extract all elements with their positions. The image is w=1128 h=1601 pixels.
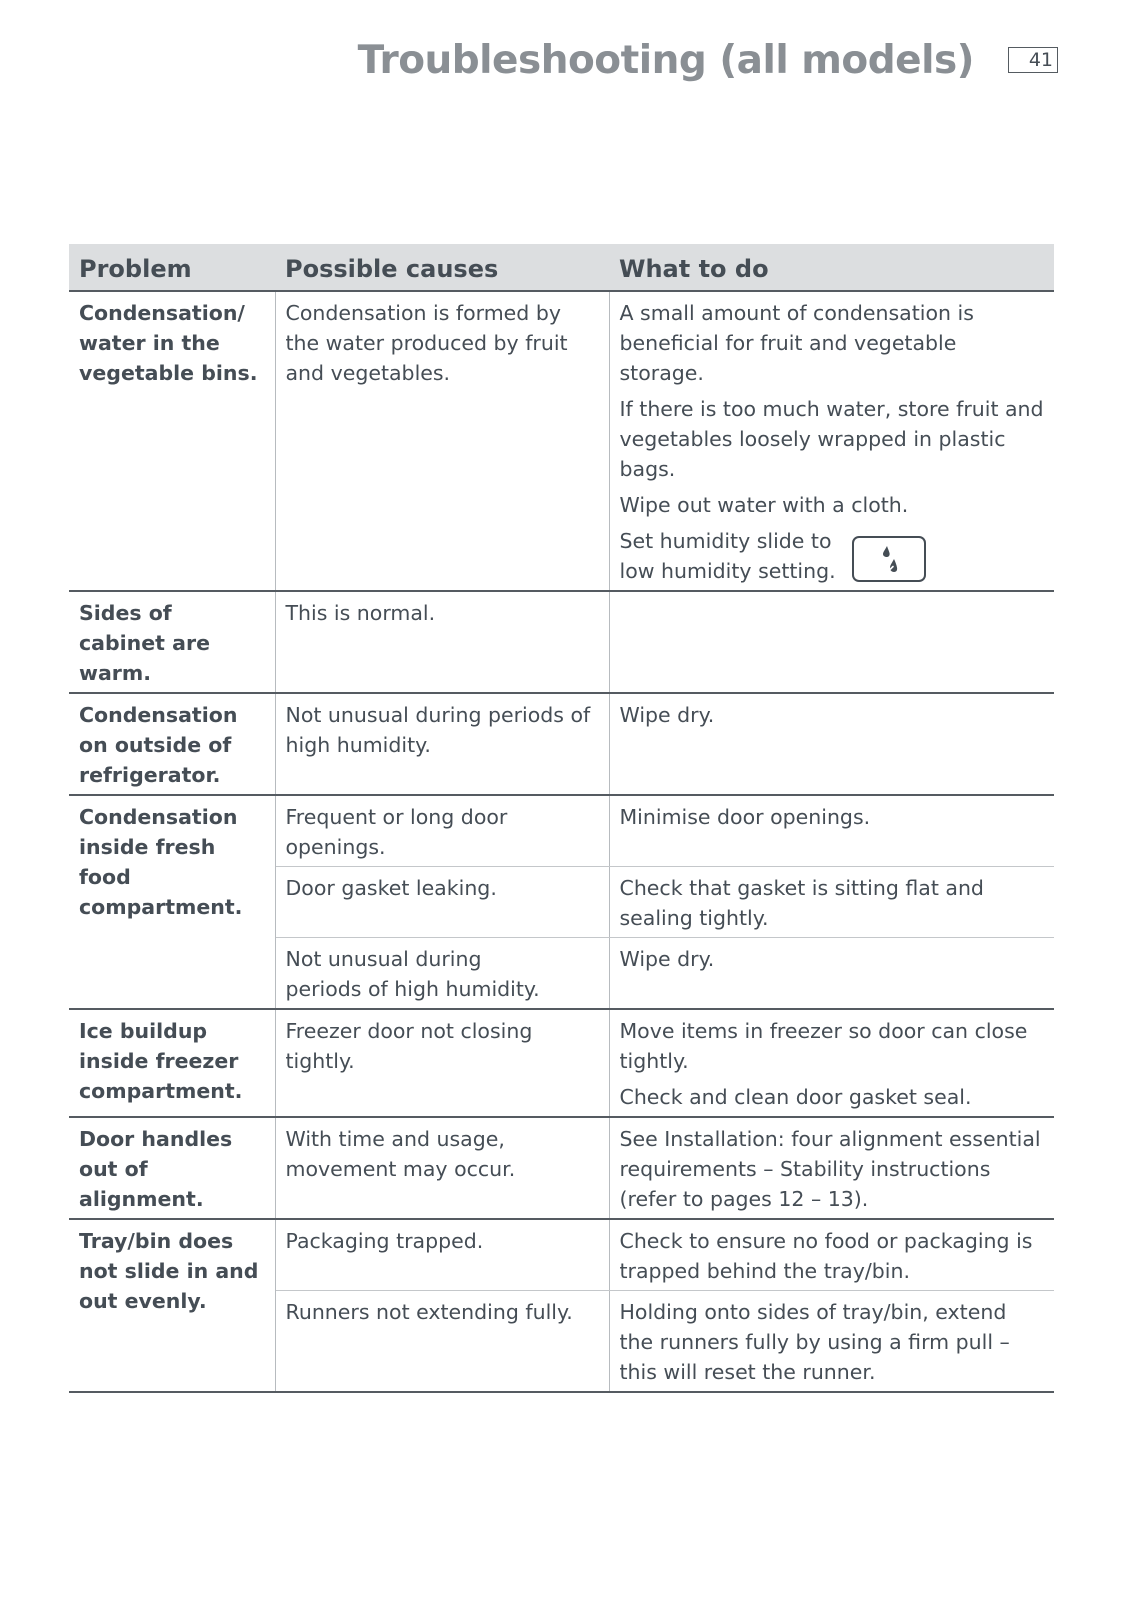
page-number: 41: [1008, 47, 1058, 73]
cause-cell: Runners not extending fully.: [275, 1291, 609, 1393]
cause-cell: Condensation is formed by the water produced by fruit and vegetables.: [275, 291, 609, 591]
todo-cell: See Installation: four alignment essential requirements – Stability instructions (refer to pages 12 – 13).: [609, 1117, 1054, 1219]
table-header-row: [69, 244, 1054, 291]
table-row: [69, 1117, 1054, 1219]
cause-cell: Not unusual during periods of high humidity.: [275, 693, 609, 795]
todo-cell: Check that gasket is sitting flat and sealing tightly.: [609, 867, 1054, 938]
cause-cell: With time and usage, movement may occur.: [275, 1117, 609, 1219]
page-title: Troubleshooting (all models): [357, 38, 974, 83]
todo-text: Move items in freezer so door can close tightly.: [619, 1019, 1028, 1073]
todo-cell: Holding onto sides of tray/bin, extend the runners fully by using a firm pull – this will reset the runner.: [609, 1291, 1054, 1393]
table-row: [69, 1009, 1054, 1117]
todo-text: Wipe out water with a cloth.: [619, 493, 909, 517]
todo-cell: [609, 291, 1054, 591]
todo-cell: [609, 591, 1054, 693]
todo-text: A small amount of condensation is beneficial for fruit and vegetable storage.: [619, 301, 974, 385]
problem-cell: Tray/bin does not slide in and out evenly.: [69, 1219, 275, 1392]
todo-text: Check and clean door gasket seal.: [619, 1085, 972, 1109]
table-row: [69, 795, 1054, 867]
problem-cell: Condensation inside fresh food compartment.: [69, 795, 275, 1009]
column-header-what-to-do: What to do: [609, 244, 1054, 291]
table-row: [69, 291, 1054, 591]
cause-cell: Not unusual during periods of high humidity.: [275, 938, 609, 1010]
todo-cell: Wipe dry.: [609, 693, 1054, 795]
table-row: [69, 1219, 1054, 1291]
todo-text: If there is too much water, store fruit and vegetables loosely wrapped in plastic bags.: [619, 397, 1044, 481]
table-row: [69, 591, 1054, 693]
problem-cell: Condensation/ water in the vegetable bins.: [69, 291, 275, 591]
troubleshooting-table: [69, 244, 1054, 1393]
todo-cell: [609, 1009, 1054, 1117]
low-humidity-icon: [852, 536, 926, 582]
todo-cell: Wipe dry.: [609, 938, 1054, 1010]
problem-cell: Ice buildup inside freezer compartment.: [69, 1009, 275, 1117]
cause-cell: Packaging trapped.: [275, 1219, 609, 1291]
cause-cell: This is normal.: [275, 591, 609, 693]
column-header-problem: Problem: [69, 244, 275, 291]
humidity-instruction: [620, 526, 1045, 586]
problem-cell: Door handles out of alignment.: [69, 1117, 275, 1219]
cause-cell: Frequent or long door openings.: [275, 795, 609, 867]
todo-text: Set humidity slide to low humidity setting.: [619, 529, 836, 583]
cause-cell: Door gasket leaking.: [275, 867, 609, 938]
column-header-causes: Possible causes: [275, 244, 609, 291]
todo-cell: Minimise door openings.: [609, 795, 1054, 867]
cause-cell: Freezer door not closing tightly.: [275, 1009, 609, 1117]
problem-cell: Sides of cabinet are warm.: [69, 591, 275, 693]
problem-cell: Condensation on outside of refrigerator.: [69, 693, 275, 795]
table-row: [69, 693, 1054, 795]
todo-cell: Check to ensure no food or packaging is trapped behind the tray/bin.: [609, 1219, 1054, 1291]
